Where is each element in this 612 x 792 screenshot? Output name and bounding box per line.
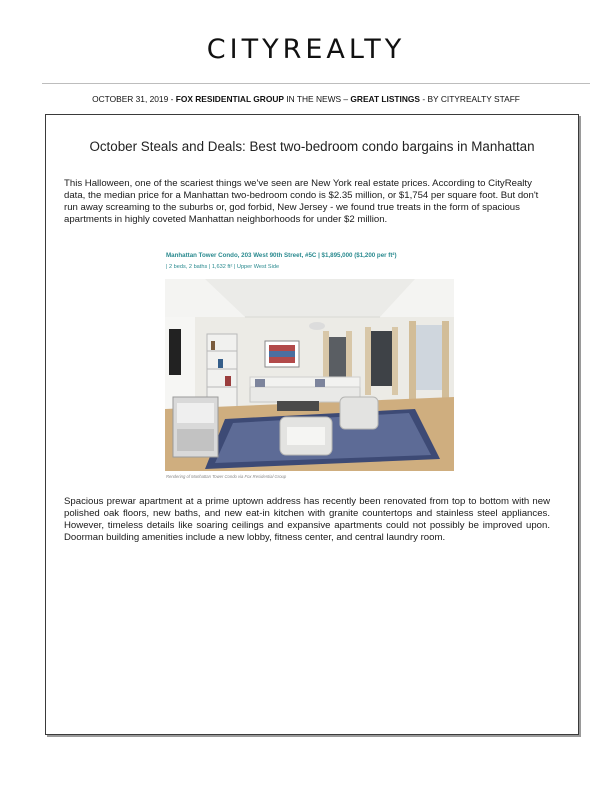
site-logo[interactable]: CITYREALTY xyxy=(206,34,406,65)
byline xyxy=(0,94,612,104)
byline-text: IN THE NEWS – xyxy=(283,94,351,104)
body-paragraph: Spacious prewar apartment at a prime uptown address has recently been renovated from top to bottom with new polished oak floors, new baths, and new eat-in kitchen with granite countertops and stainless steel appliances. However, timeless details like soaring ceilings and expansive apartments could not possibly be improved upon. Doorman building amenities include a new lobby, fitness center, and central laundry room. xyxy=(64,496,550,544)
photo-credit: Rendering of Manhattan Tower Condo via Fox Residential Group xyxy=(166,474,287,479)
article-title: October Steals and Deals: Best two-bedroom condo bargains in Manhattan xyxy=(89,139,535,154)
byline-section[interactable]: GREAT LISTINGS xyxy=(350,94,421,104)
listing-details: | 2 beds, 2 baths | 1,632 ft² | Upper West Side xyxy=(166,264,280,270)
byline-sep: - xyxy=(168,94,176,104)
listing-photo xyxy=(165,279,454,471)
listing-title[interactable]: Manhattan Tower Condo, 203 West 90th Street, #5C | $1,895,000 ($1,200 per ft²) xyxy=(166,252,397,259)
intro-paragraph: This Halloween, one of the scariest things we've seen are New York real estate prices. According to CityRealty data, the median price for a Manhattan two-bedroom condo is $2.35 million, or $1,754 per square foot. But don't run away screaming to the suburbs or, god forbid, New Jersey - we found true treats in the form of spacious apartments in highly coveted Manhattan neighborhoods for under $2 million. xyxy=(64,178,539,226)
byline-sep: - xyxy=(420,94,428,104)
article-frame xyxy=(45,114,579,735)
header-divider xyxy=(42,83,590,84)
byline-date: OCTOBER 31, 2019 xyxy=(92,94,169,104)
byline-author: BY CITYREALTY STAFF xyxy=(427,94,520,104)
byline-category[interactable]: FOX RESIDENTIAL GROUP xyxy=(175,94,284,104)
